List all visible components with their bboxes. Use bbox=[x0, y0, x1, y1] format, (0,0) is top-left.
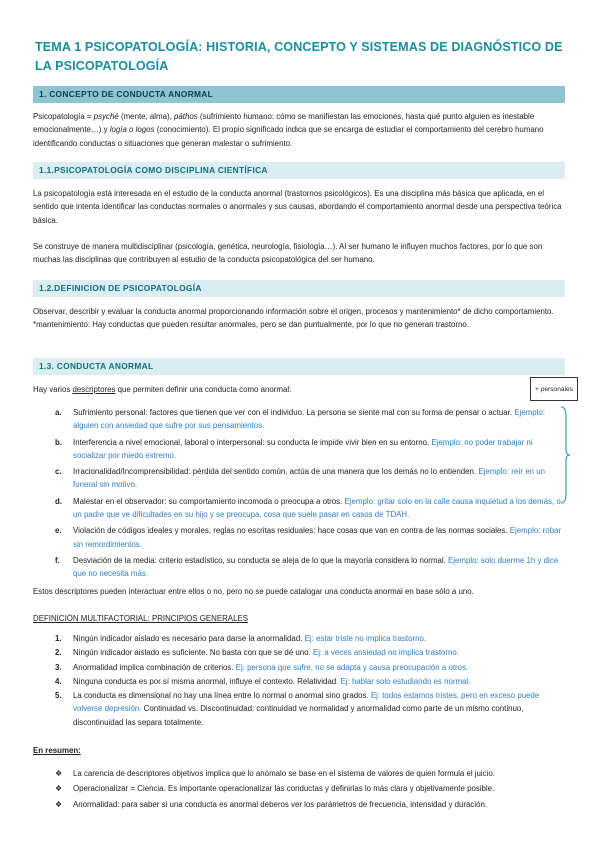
item-text: La carencia de descriptores objetivos implica que lo anómalo se base en el sistema de valores de quien formula el juicio. bbox=[73, 769, 495, 778]
principle-item bbox=[33, 632, 565, 645]
section-heading-definicion: 1.2.DEFINICION DE PSICOPATOLOGÍA bbox=[33, 280, 565, 297]
principle-item bbox=[33, 689, 565, 729]
document-title: TEMA 1 PSICOPATOLOGÍA: HISTORIA, CONCEPTO Y SISTEMAS DE DIAGNÓSTICO DE LA PSICOPATOLOGÍA bbox=[35, 40, 563, 73]
item-example: Ej: persona que sufre, no se adapta y causa preocupación a otros. bbox=[235, 662, 469, 672]
text-run: Psicopatología = bbox=[33, 112, 94, 121]
item-example: Ejemplo: no poder trabajar ni socializar por miedo extremo. bbox=[73, 437, 533, 460]
text-run-italic: páthos bbox=[174, 112, 198, 121]
item-text: Sufrimiento personal: factores que tienen que ver con el individuo. La persona se siente mal con su forma de pensar o actuar. bbox=[73, 408, 515, 417]
paragraph-disciplina-1: La psicopatología está interesada en el estudio de la conducta anormal (trastornos psicológicos). Es una disciplina más básica que aplicada, en el sentido que intenta identificar las conductas normales o anormales y sus causas, abordando el comportamiento anormal desde una perspectiva teórica básica. bbox=[33, 189, 562, 225]
diamond-bullet-icon: ❖ bbox=[55, 784, 63, 794]
item-example: Ejemplo: reír en un funeral sin motivo. bbox=[73, 467, 545, 490]
principle-item bbox=[33, 675, 565, 688]
diamond-bullet-icon: ❖ bbox=[55, 769, 63, 778]
descriptor-item bbox=[33, 524, 565, 551]
text-run: (conocimiento). El propio significado indica que se encarga de estudiar el comportamiento del cerebro humano identificando conductas o situaciones que generan malestar o sufrimiento. bbox=[33, 125, 544, 148]
item-text: Interferencia a nivel emocional, laboral o interpersonal: su conducta le impide vivir bien en su entorno. bbox=[73, 437, 432, 447]
text-run: (mente, alma), bbox=[118, 112, 175, 121]
descriptores-underlined: descriptores bbox=[72, 385, 116, 394]
resumen-heading: En resumen: bbox=[33, 746, 81, 755]
multifactorial-list bbox=[33, 632, 565, 730]
descriptor-item bbox=[33, 406, 565, 433]
item-marker: 4. bbox=[55, 676, 62, 686]
item-text: Ningún indicador aislado es necesario para darse la anormalidad. bbox=[73, 634, 305, 643]
item-marker: 2. bbox=[55, 648, 62, 658]
text-run-italic: psyché bbox=[93, 112, 119, 121]
item-marker: c. bbox=[55, 467, 62, 477]
item-example: Ejemplo: gritar solo en la calle causa inquietud a los demás, o un padre que ve dificultades en su hijo y se preocupa, cosa que suele pasar en casos de TDAH. bbox=[73, 496, 561, 520]
item-example: Ej: a veces ansiedad no implica trastorno. bbox=[312, 648, 460, 658]
item-example: Ejemplo: robar sin remordimientos. bbox=[73, 526, 562, 549]
item-marker: d. bbox=[55, 496, 63, 506]
paragraph-disciplina-2: Se construye de manera multidisciplinar (psicología, genética, neurología, fisiología…). Al ser humano le influyen muchos factores, por lo que son muchas las disciplinas que contribuyen al estudio de la conducta psicopatológica del ser humano. bbox=[33, 242, 543, 265]
item-example: Ej: estar triste no implica trastorno. bbox=[304, 634, 427, 643]
item-text: Malestar en el observador: su comportamiento incomoda o preocupa a otros. bbox=[73, 496, 345, 506]
item-marker: e. bbox=[55, 526, 62, 536]
item-marker: 5. bbox=[55, 691, 62, 701]
descriptores-list bbox=[33, 406, 565, 584]
item-text: Violación de códigos ideales y morales, reglas no escritas residuales: hace cosas que van en contra de las normas sociales. bbox=[73, 526, 510, 536]
descriptor-item bbox=[33, 436, 565, 463]
item-example: Ejemplo: solo duerme 1h y dice que no necesita más. bbox=[73, 555, 559, 579]
item-text: Anormalidad implica combinación de criterios. bbox=[73, 662, 236, 672]
section-heading-disciplina: 1.1.PSICOPATOLOGÍA COMO DISCIPLINA CIENTÍFICA bbox=[33, 162, 565, 179]
item-text: Anormalidad: para saber si una conducta es anormal deberos ver los parámetros de frecuencia, intensidad y duración. bbox=[73, 799, 488, 809]
item-marker: f. bbox=[55, 555, 60, 565]
text-run-italic: logía o logos bbox=[109, 125, 155, 135]
item-text: Irracionalidad/Incomprensibilidad: pérdida del sentido común, actúa de una manera que los demás no lo entienden. bbox=[73, 467, 479, 477]
multifactorial-heading: DEFINICIÓN MULTIFACTORIAL: PRINCIPIOS GENERALES bbox=[33, 614, 248, 623]
item-marker: a. bbox=[55, 408, 62, 417]
principle-item bbox=[33, 646, 565, 659]
descriptor-item bbox=[33, 465, 565, 492]
principle-item bbox=[33, 661, 565, 674]
item-example: Ej: hablar solo estudiando es normal. bbox=[340, 676, 471, 686]
item-marker: b. bbox=[55, 437, 63, 447]
item-example: Ejemplo: alguien con ansiedad que sufre por sus pensamientos. bbox=[73, 408, 545, 431]
section-heading-concepto: 1. CONCEPTO DE CONDUCTA ANORMAL bbox=[33, 86, 565, 103]
paragraph-descriptores-intro bbox=[33, 383, 565, 396]
resumen-item bbox=[33, 767, 565, 780]
item-text: Desviación de la media: criterio estadístico, su conducta se aleja de lo que la mayoría considera lo normal. bbox=[73, 555, 449, 565]
item-marker: 3. bbox=[55, 662, 62, 672]
section-heading-conducta-anormal: 1.3. CONDUCTA ANORMAL bbox=[33, 358, 565, 375]
item-text: Ningún indicador aislado es suficiente. No basta con que se dé uno. bbox=[73, 648, 313, 658]
item-text: Operacionalizar = Ciencia. Es importante operacionalizar las conductas y definirlas lo más clara y objetivamente posible. bbox=[73, 784, 495, 794]
paragraph-psicopatologia-definicion bbox=[33, 110, 565, 150]
item-rest: Continuidad vs. Discontinuidad: continuidad ve normalidad y anormalidad como parte de un mismo continuo, discontinuidad las separa totalmente. bbox=[73, 704, 524, 727]
text-run: Hay varios bbox=[33, 385, 73, 394]
item-text: La conducta es dimensional no hay una línea entre lo normal o anormal sino grados. bbox=[73, 691, 371, 701]
descriptor-item bbox=[33, 495, 565, 522]
text-run: (sufrimiento humano: cómo se manifiestan las emociones, hasta qué punto alguien es inestable emocionalmente…) y bbox=[33, 112, 535, 135]
personales-note-box: + personales bbox=[530, 377, 578, 401]
item-example: Ej: todos estamos tristes, pero en exceso puede volverse depresión. bbox=[73, 691, 540, 714]
text-run: que permiten definir una conducta como anormal: bbox=[115, 385, 292, 394]
resumen-list bbox=[33, 767, 565, 813]
resumen-item bbox=[33, 798, 565, 811]
item-marker: 1. bbox=[55, 634, 62, 643]
descriptor-item bbox=[33, 554, 565, 581]
paragraph-descriptores-interactuar: Estos descriptores pueden interactuar entre ellos o no, pero no se puede catalogar una conducta anormal en base sólo a uno. bbox=[33, 587, 474, 596]
item-text: Ninguna conducta es por sí misma anormal, influye el contexto. Relatividad. bbox=[73, 676, 341, 686]
paragraph-definicion: Observar, describir y evaluar la conducta anormal proporcionando información sobre el origen, procesos y mantenimiento* de dicho comportamiento. *mantenimiento: Hay conductas que pueden resultar anormales, pero se dan puntualmente, por lo que no generan trastorno. bbox=[33, 307, 554, 330]
resumen-item bbox=[33, 782, 565, 795]
diamond-bullet-icon: ❖ bbox=[55, 799, 63, 809]
